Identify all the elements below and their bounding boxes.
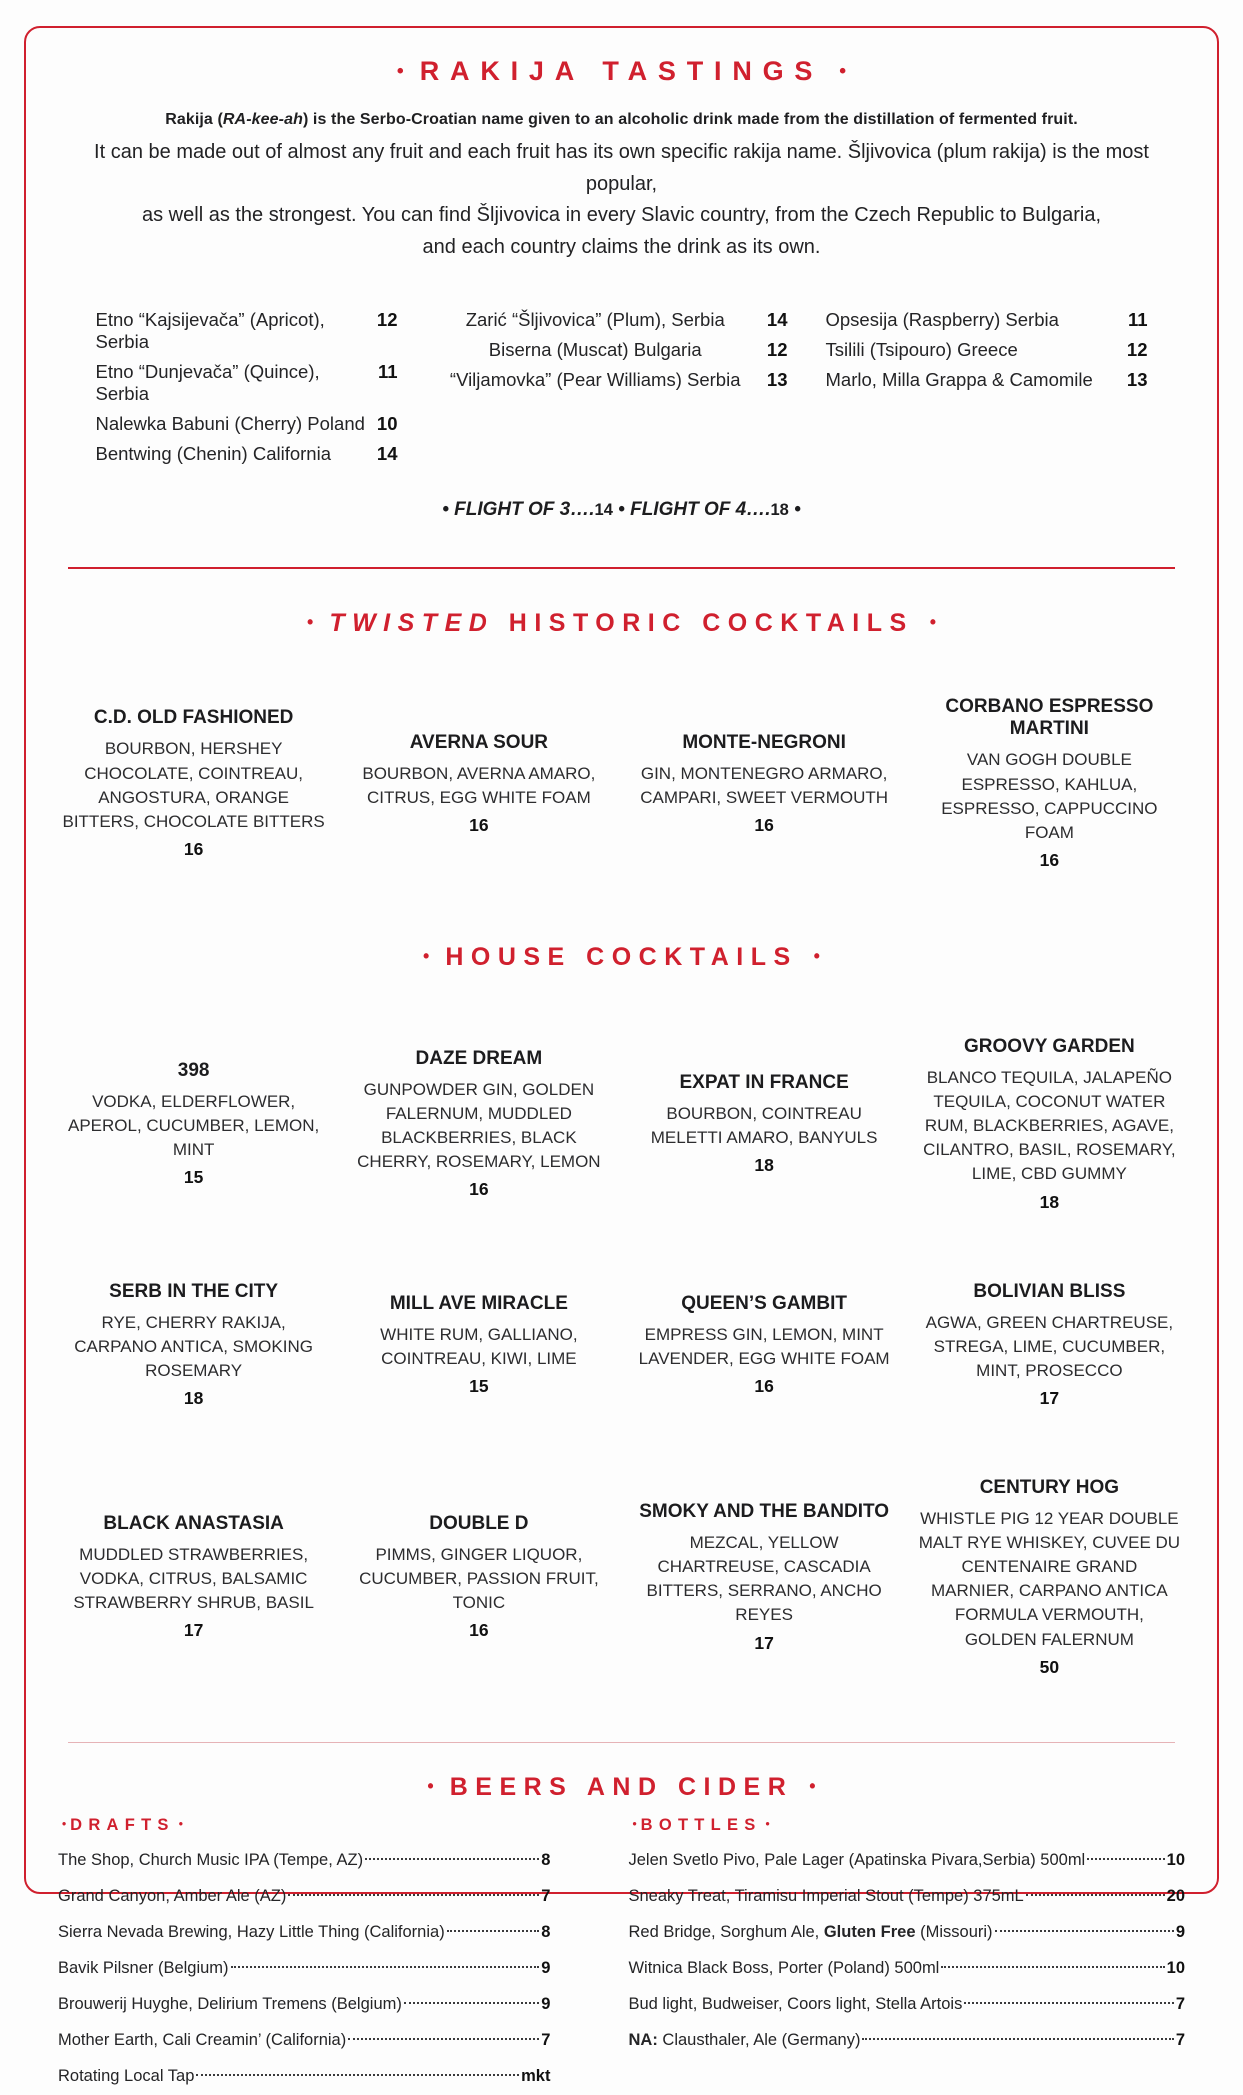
cocktail-price: 16 [469,1620,489,1641]
twisted-title-rest [494,609,508,637]
flight-pricing-line [58,499,1185,521]
rakija-list-item [96,443,398,465]
house-title-text: HOUSE COCKTAILS [445,942,798,971]
beer-list-item [58,1879,550,1915]
section-rakija-tastings [58,56,1185,521]
beer-item-price: 9 [541,1995,551,2013]
rakija-list-item [826,339,1148,361]
cocktail-name: BLACK ANASTASIA [103,1513,284,1535]
cocktail-card [58,1060,329,1188]
beer-item-name [58,1915,445,1951]
cocktail-ingredients: GUNPOWDER GIN, GOLDEN FALERNUM, MUDDLED BLACKBERRIES, BLACK CHERRY, ROSEMARY, LEMON [357,1079,601,1172]
beer-list-item [628,1879,1185,1915]
cocktail-ingredients: BOURBON, HERSHEY CHOCOLATE, COINTREAU, ANGOSTURA, ORANGE BITTERS, CHOCOLATE BITTERS [62,739,325,831]
rakija-list-item [436,339,788,361]
rakija-title-text: RAKIJA TASTINGS [419,56,824,86]
flight-price: 18 [770,501,789,520]
cocktail-ingredients: BOURBON, COINTREAU MELETTI AMARO, BANYULS [650,1104,878,1148]
drafts-list [58,1843,550,2095]
section-divider [68,567,1175,569]
cocktail-ingredients: BLANCO TEQUILA, JALAPEÑO TEQUILA, COCONUT WATER RUM, BLACKBERRIES, AGAVE, CILANTRO, BASIL, ROSEMARY, LIME, CBD GUMMY [923,1067,1176,1184]
cocktail-ingredients: MUDDLED STRAWBERRIES, VODKA, CITRUS, BALSAMIC STRAWBERRY SHRUB, BASIL [73,1545,314,1613]
dot-leader [862,2038,1173,2040]
cocktail-price: 16 [469,1179,489,1200]
rakija-title [58,56,1185,87]
cocktail-name: SMOKY AND THE BANDITO [639,1501,890,1522]
cocktail-price: 18 [1039,1191,1060,1212]
rakija-item-price: 14 [376,443,398,465]
beer-list-item [628,1843,1185,1879]
beer-item-text: The Shop, Church Music IPA (Tempe, AZ) [58,1851,364,1870]
dot-leader [288,1894,539,1896]
beer-item-name [58,2023,346,2059]
cocktail-price: 17 [183,1620,204,1641]
drafts-column [58,1816,550,2095]
beer-item-text: Brouwerij Huyghe, Delirium Tremens (Belgium) [58,1995,402,2013]
rakija-list-item [436,369,788,391]
dot-leader [404,2002,539,2004]
intro-pre: Rakija ( [165,111,223,128]
rakija-item-price: 11 [377,361,398,383]
bullet-icon: • [809,1776,816,1797]
cocktail-price: 16 [754,814,774,835]
rakija-item-name: Etno “Kajsijevača” (Apricot), Serbia [95,309,325,353]
beer-item-text: Clausthaler, Ale (Germany) [657,2030,861,2049]
beer-item-price: 9 [1175,1923,1185,1942]
cocktail-card [914,1281,1185,1409]
cocktail-name: AVERNA SOUR [409,731,549,753]
cocktail-price: 16 [754,1375,774,1396]
beer-list-item [58,1951,550,1987]
cocktail-price: 15 [469,1375,489,1396]
beer-list-item [628,2023,1185,2059]
cocktail-name: EXPAT IN FRANCE [679,1072,849,1094]
beer-item-text: Jelen Svetlo Pivo, Pale Lager (Apatinska Pivara,Serbia) 500ml [628,1851,1086,1870]
beer-list-item [628,1915,1185,1951]
dot-leader [196,2074,519,2076]
bottles-column [628,1816,1185,2095]
house-cocktails-row [58,1477,1185,1678]
cocktail-name: QUEEN’S GAMBIT [681,1292,847,1314]
dot-leader [995,1930,1174,1932]
beer-item-price: 7 [541,2030,551,2049]
cocktail-price: 16 [183,838,204,859]
beer-item-name [58,1987,402,2023]
rakija-item-name: “Viljamovka” (Pear Williams) Serbia [449,369,741,391]
cocktail-name: C.D. OLD FASHIONED [93,707,294,729]
rakija-item-name: Bentwing (Chenin) California [95,443,331,465]
rakija-list-item [96,361,398,405]
cocktail-name: MILL AVE MIRACLE [389,1292,568,1314]
house-cocktails-row [58,1281,1185,1409]
twisted-title-text: HISTORIC COCKTAILS [508,609,914,638]
beer-item-text: (Missouri) [915,1923,993,1942]
beer-item-name [58,1879,286,1915]
house-cocktails-row [58,1036,1185,1213]
rakija-item-price: 12 [1126,339,1148,361]
section-house-cocktails [58,943,1185,1678]
cocktail-card [343,1048,614,1201]
cocktail-name: DAZE DREAM [415,1047,543,1069]
dot-leader [1087,1858,1164,1860]
beer-item-text: Sneaky Treat, Tiramisu Imperial Stout (Tempe) 375mL [628,1887,1024,1906]
flight-price: 14 [594,501,613,520]
beer-item-text: Sierra Nevada Brewing, Hazy Little Thing (California) [58,1923,445,1942]
bullet-icon: • [427,1776,434,1797]
beer-item-price: 10 [1166,1959,1185,1978]
bullet-icon: • [423,945,430,966]
cocktail-ingredients: MEZCAL, YELLOW CHARTREUSE, CASCADIA BITTERS, SERRANO, ANCHO REYES [646,1533,882,1625]
beer-item-text: Grand Canyon, Amber Ale (AZ) [58,1887,287,1906]
rakija-list-item [826,309,1148,331]
beer-item-text: Mother Earth, Cali Creamin’ (California) [58,2030,347,2049]
dot-leader [964,2002,1173,2004]
cocktail-name: GROOVY GARDEN [964,1035,1135,1057]
cocktail-name: MONTE-NEGRONI [682,731,846,753]
dot-leader [1026,1894,1165,1896]
rakija-column [436,309,788,465]
beer-item-name [58,1951,229,1987]
beer-list-item [58,1915,550,1951]
bullet-icon: • [929,612,936,633]
intro-pronunciation: RA-kee-ah [222,111,303,128]
drafts-label-text: DRAFTS [70,1816,175,1835]
dot-leader [231,1966,540,1968]
rakija-item-price: 12 [376,309,398,331]
beer-list-item [628,1987,1185,2023]
beer-item-name [58,1843,363,1879]
beer-item-name [628,2023,860,2059]
rakija-item-price: 12 [766,339,788,361]
beer-item-name [58,2059,194,2095]
cocktail-card [914,1477,1185,1678]
rakija-item-price: 13 [766,369,788,391]
beer-item-text: Gluten Free [823,1923,916,1942]
twisted-title [58,609,1185,638]
beer-item-price: 7 [541,1887,551,1906]
cocktail-card [343,732,614,836]
intro-post: ) is the Serbo-Croatian name given to an alcoholic drink made from the distillation of fermented fruit. [302,111,1078,128]
cocktail-card [58,1513,329,1641]
bullet-icon: • [839,60,847,82]
bullet-icon: • [632,1817,637,1832]
bottles-label-text: BOTTLES [640,1816,762,1835]
rakija-list-item [826,369,1148,391]
beers-title [58,1773,1185,1802]
cocktail-price: 18 [754,1155,774,1176]
beer-item-price: 8 [541,1923,551,1942]
beer-item-text: Rotating Local Tap [58,2066,195,2085]
rakija-intro-block [58,137,1185,263]
bullet-icon: • [813,945,820,966]
house-title [58,943,1185,972]
beer-item-text: NA: [628,2030,658,2049]
rakija-column [826,309,1148,465]
flight-label: • FLIGHT OF 4…. [612,499,771,521]
cocktail-ingredients: RYE, CHERRY RAKIJA, CARPANO ANTICA, SMOKING ROSEMARY [74,1312,313,1380]
rakija-column [96,309,398,465]
rakija-list [58,309,1185,465]
bottles-label [628,1816,1185,1835]
cocktail-card [629,1072,900,1176]
beer-item-text: Witnica Black Boss, Porter (Poland) 500ml [628,1959,940,1978]
beer-item-text: Red Bridge, Sorghum Ale, [628,1923,824,1942]
bullet-icon: • [396,60,404,82]
cocktail-name: CORBANO ESPRESSO MARTINI [945,696,1154,740]
cocktail-price: 50 [1039,1656,1060,1677]
cocktail-ingredients: BOURBON, AVERNA AMARO, CITRUS, EGG WHITE FOAM [362,763,596,807]
cocktail-card [629,1501,900,1654]
beer-item-price: mkt [521,2066,551,2085]
rakija-item-name: Biserna (Muscat) Bulgaria [488,339,702,361]
dot-leader [447,1930,540,1932]
twisted-cocktails-grid [58,696,1185,871]
cocktail-ingredients: AGWA, GREEN CHARTREUSE, STREGA, LIME, CUCUMBER, MINT, PROSECCO [925,1312,1174,1380]
rakija-item-price: 11 [1127,309,1148,331]
bottles-list [628,1843,1185,2059]
rakija-intro-line3: as well as the strongest. You can find Šljivovica in every Slavic country, from the Czech Republic to Bulgaria, [142,204,1101,227]
dot-leader [365,1858,539,1860]
cocktail-card [914,696,1185,871]
beer-item-price: 7 [1175,2030,1185,2049]
rakija-list-item [96,413,398,435]
bullet-icon: • [62,1817,67,1832]
cocktail-price: 17 [754,1632,774,1653]
cocktail-price: 17 [1039,1387,1060,1408]
beer-item-price: 20 [1166,1887,1185,1906]
cocktail-name: 398 [177,1060,210,1081]
beer-item-price: 9 [541,1959,551,1978]
cocktail-name: DOUBLE D [429,1513,529,1535]
beer-item-price: 8 [541,1851,551,1870]
flight-label: • [788,499,801,521]
rakija-item-name: Etno “Dunjevača” (Quince), Serbia [95,361,320,405]
beer-item-price: 7 [1175,1995,1185,2013]
beer-list-item [58,2023,550,2059]
beer-item-price: 10 [1166,1851,1185,1870]
rakija-list-item [96,309,398,353]
cocktail-name: CENTURY HOG [979,1476,1120,1498]
beer-item-name [628,1915,992,1951]
cocktail-price: 15 [183,1167,204,1188]
cocktail-card [343,1293,614,1397]
rakija-intro-line4: and each country claims the drink as its own. [422,235,821,258]
cocktail-card [58,707,329,860]
cocktail-name: BOLIVIAN BLISS [973,1280,1126,1302]
beer-item-text: Bud light, Budweiser, Coors light, Stella Artois [628,1995,963,2013]
cocktail-price: 16 [469,814,489,835]
beer-item-text: Bavik Pilsner (Belgium) [58,1959,229,1978]
rakija-item-price: 13 [1126,369,1148,391]
house-cocktails-rows [58,1036,1185,1678]
beer-list-item [58,1843,550,1879]
cocktail-card [343,1513,614,1641]
beer-item-name [628,1843,1085,1879]
cocktail-price: 18 [183,1387,204,1408]
section-beers-cider [58,1773,1185,2095]
rakija-intro-line1 [58,111,1185,129]
rakija-item-name: Opsesija (Raspberry) Serbia [825,309,1059,331]
beer-item-name [628,1987,962,2023]
cocktail-ingredients: WHISTLE PIG 12 YEAR DOUBLE MALT RYE WHISKEY, CUVEE DU CENTENAIRE GRAND MARNIER, CARPANO ANTICA FORMULA VERMOUTH, GOLDEN FALERNUM [918,1508,1181,1649]
beer-list-item [58,2059,550,2095]
bullet-icon: • [307,612,314,633]
section-twisted-cocktails [58,609,1185,871]
cocktail-ingredients: PIMMS, GINGER LIQUOR, CUCUMBER, PASSION FRUIT, TONIC [359,1545,599,1613]
cocktail-card [629,1293,900,1397]
cocktail-name: SERB IN THE CITY [109,1280,279,1302]
flight-label: • FLIGHT OF 3…. [442,499,595,521]
cocktail-ingredients: VAN GOGH DOUBLE ESPRESSO, KAHLUA, ESPRESSO, CAPPUCCINO FOAM [941,750,1158,842]
dot-leader [348,2038,539,2040]
drafts-label [58,1816,550,1835]
rakija-item-price: 14 [766,309,788,331]
cocktail-card [914,1036,1185,1213]
rakija-list-item [436,309,788,331]
twisted-title-italic: TWISTED [329,609,495,638]
cocktail-ingredients: VODKA, ELDERFLOWER, APEROL, CUCUMBER, LEMON, MINT [67,1092,320,1160]
rakija-intro-line2: It can be made out of almost any fruit and each fruit has its own specific rakija name. Šljivovica (plum rakija) is the most popular, [94,141,1149,195]
cocktail-ingredients: GIN, MONTENEGRO ARMARO, CAMPARI, SWEET VERMOUTH [640,763,889,807]
beer-list-item [628,1951,1185,1987]
rakija-item-name: Nalewka Babuni (Cherry) Poland [95,413,365,435]
rakija-item-name: Tsilili (Tsipouro) Greece [825,339,1018,361]
rakija-item-price: 10 [376,413,398,435]
cocktail-card [629,732,900,836]
bullet-icon: • [178,1817,183,1832]
rakija-item-name: Marlo, Milla Grappa & Camomile [825,369,1093,391]
beer-item-name [628,1879,1023,1915]
bullet-icon: • [765,1817,770,1832]
cocktail-ingredients: EMPRESS GIN, LEMON, MINT LAVENDER, EGG WHITE FOAM [638,1324,890,1368]
rakija-item-name: Zarić “Šljivovica” (Plum), Serbia [465,309,725,331]
beers-columns [58,1816,1185,2095]
cocktail-ingredients: WHITE RUM, GALLIANO, COINTREAU, KIWI, LIME [380,1324,578,1368]
beer-list-item [58,1987,550,2023]
beer-item-name [628,1951,939,1987]
beers-title-text: BEERS AND CIDER [449,1773,794,1802]
cocktail-card [58,1281,329,1409]
section-divider-light [68,1742,1175,1744]
cocktail-price: 16 [1039,849,1060,870]
dot-leader [941,1966,1164,1968]
